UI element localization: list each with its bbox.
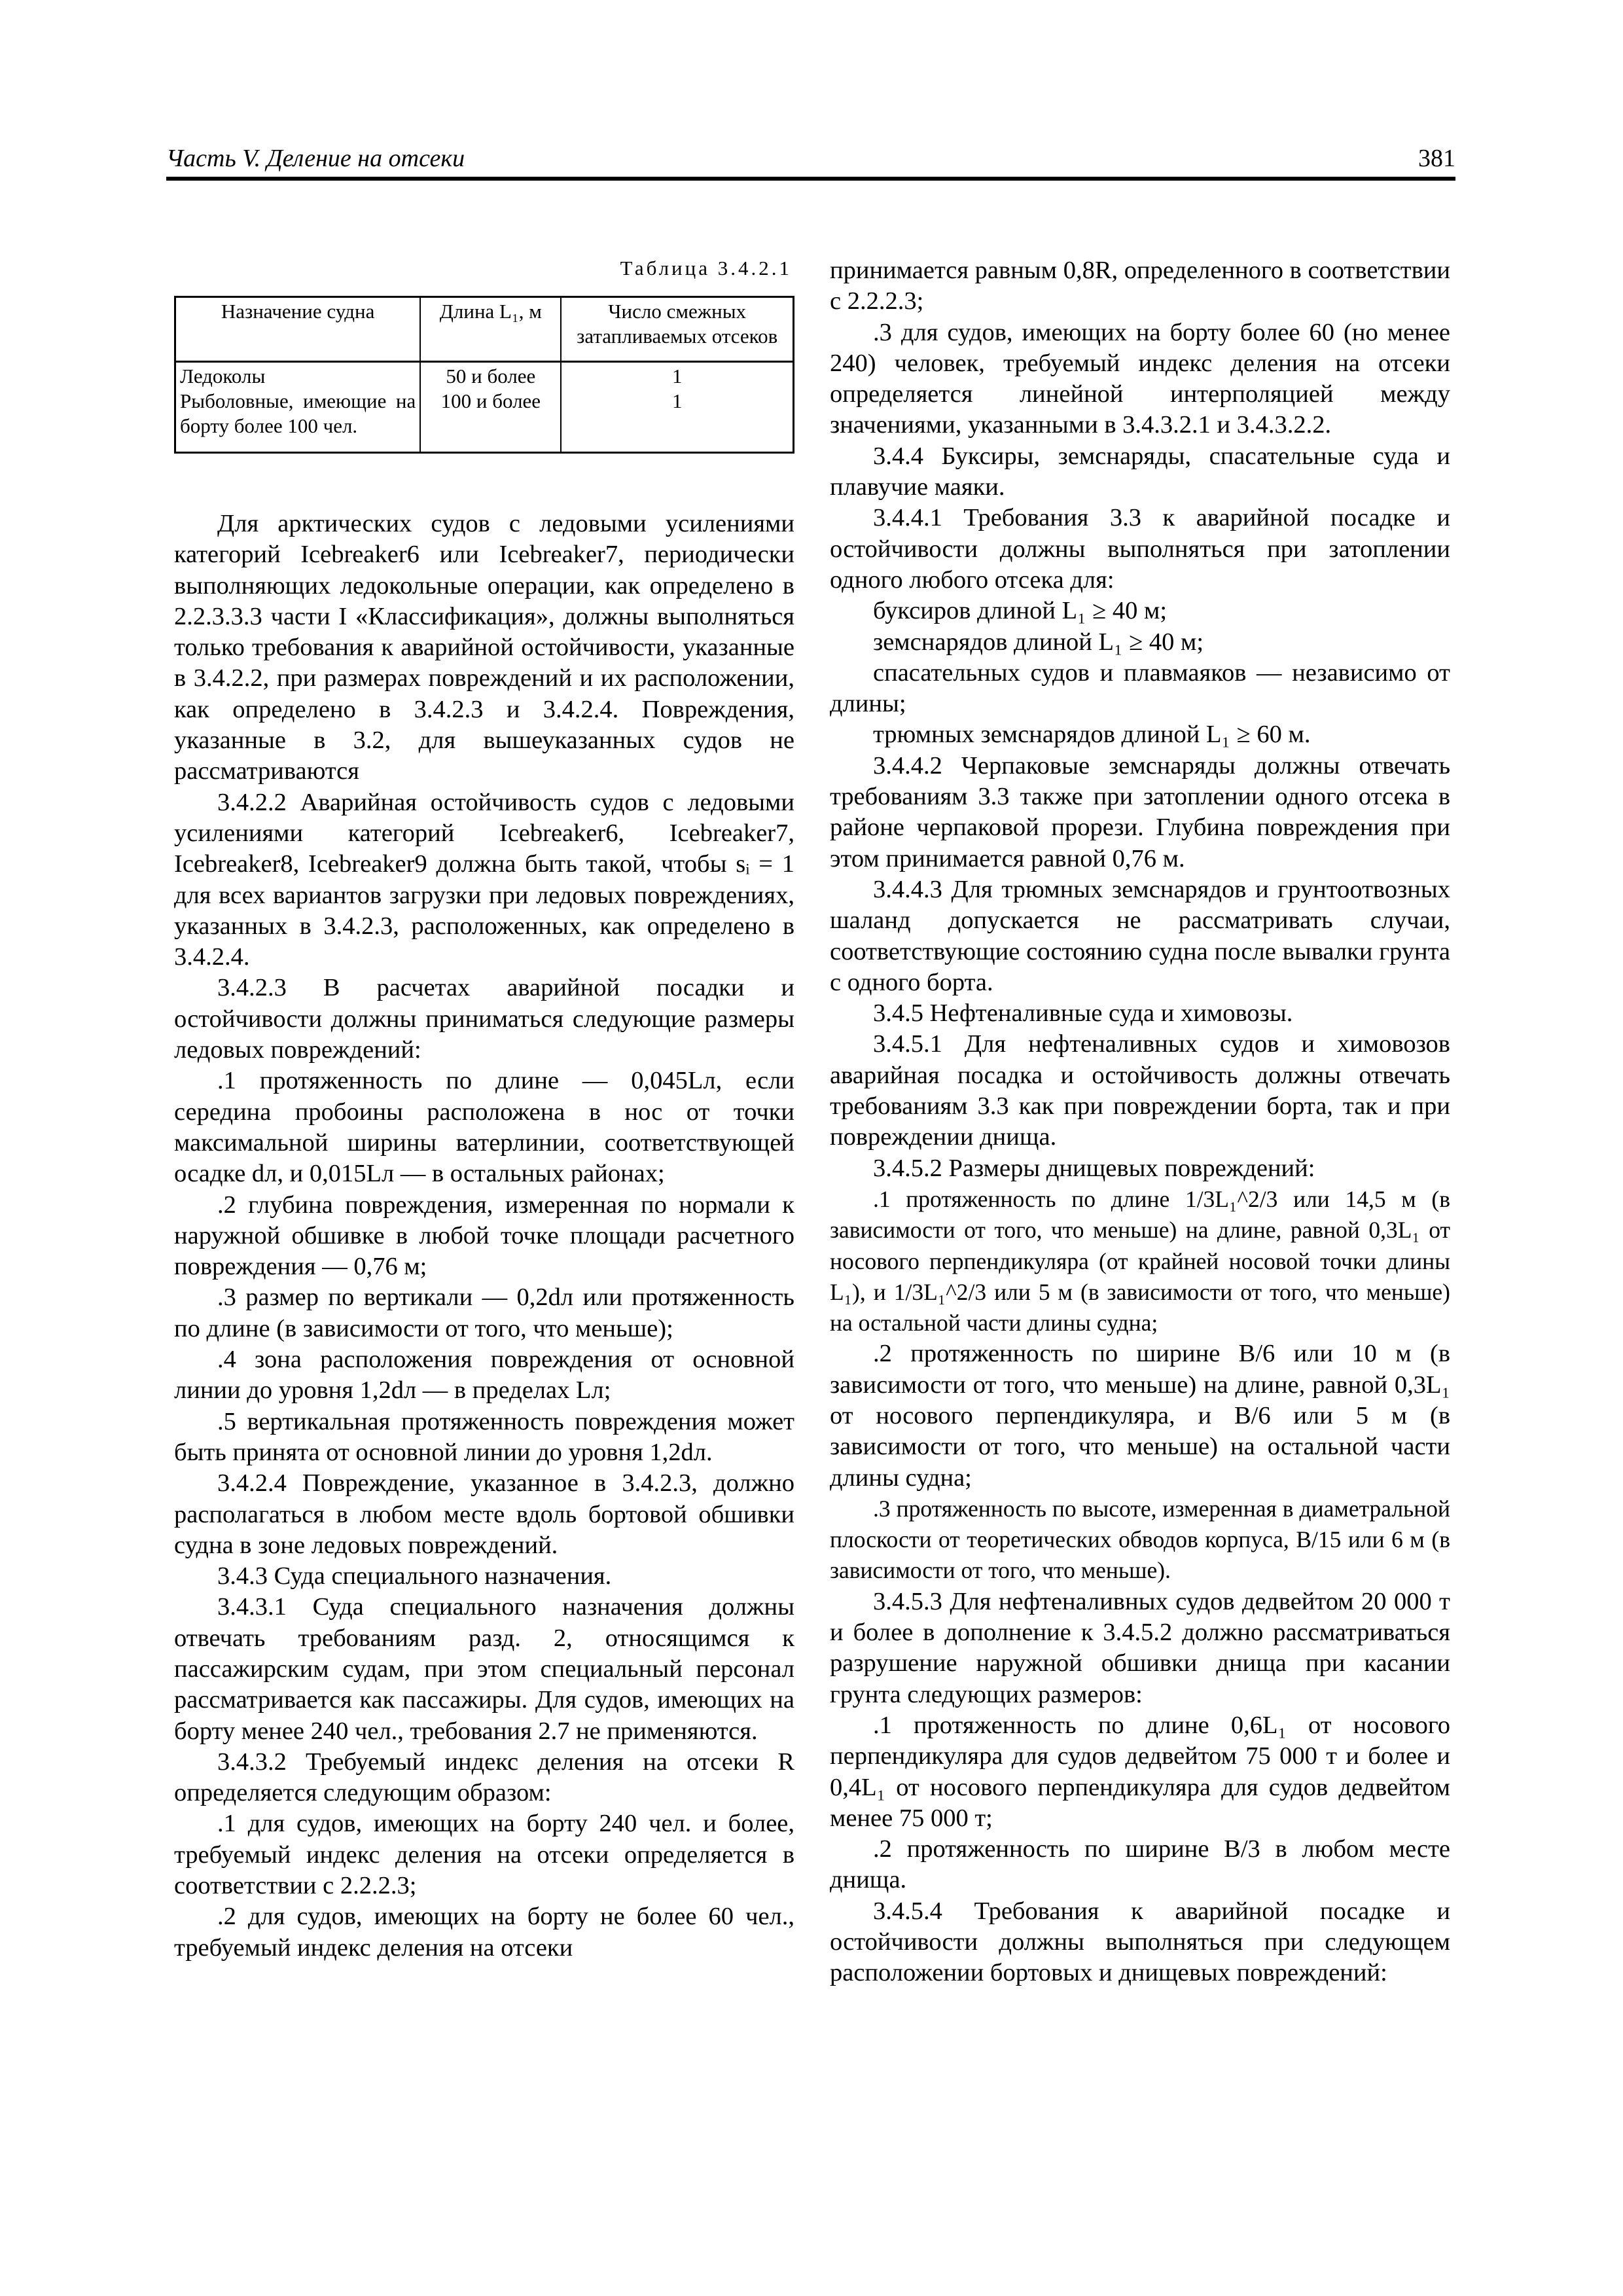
paragraph: принимается равным 0,8R, определенного в соответствии с 2.2.2.3;	[830, 257, 1450, 315]
table-header-cell: Назначение судна	[175, 297, 421, 362]
table-cell: 100 и более	[440, 389, 541, 412]
list-item: .3 для судов, имеющих на борту более 60 (но менее 240) человек, требуемый индекс деления на отсеки определяется линейной интерполяцией между значениями, указанными в 3.4.3.2.1 и 3.4.3.2.2.	[830, 318, 1450, 439]
left-column	[174, 255, 794, 1964]
list-item: .1 протяженность по длине 0,6L₁ от носового перпендикуляра для судов дедвейтом 75 000 т и более и 0,4L₁ от носового перпендикуляра для судов дедвейтом менее 75 000 т;	[830, 1711, 1450, 1832]
paragraph: Для арктических судов с ледовыми усилениями категорий Icebreaker6 или Icebreaker7, периодически выполняющих ледокольные операции, как определено в 2.2.3.3.3 части I «Классификация», должны выполняться только требования к аварийной остойчивости, указанные в 3.4.2.2, при размерах повреждений и их расположении, как определено в 3.4.2.3 и 3.4.2.4. Повреждения, указанные в 3.2, для вышеуказанных судов не рассматриваются	[174, 510, 794, 785]
list-item: .3 размер по вертикали — 0,2dл или протяженность по длине (в зависимости от того, что меньше);	[174, 1283, 794, 1342]
table-cell: 50 и более	[446, 365, 536, 387]
table-3-4-2-1	[174, 296, 794, 454]
list-item: трюмных земснарядов длиной L₁ ≥ 60 м.	[873, 721, 1311, 749]
list-item: .2 для судов, имеющих на борту не более 60 чел., требуемый индекс деления на отсеки	[174, 1903, 794, 1962]
section-heading: 3.4.3 Суда специального назначения.	[217, 1562, 612, 1590]
list-item: буксиров длиной L₁ ≥ 40 м;	[873, 597, 1168, 625]
table-cell-purpose	[175, 362, 421, 453]
paragraph: 3.4.4.1 Требования 3.3 к аварийной посадке и остойчивости должны выполняться при затоплении одного любого отсека для:	[830, 504, 1450, 594]
list-item: .1 протяженность по длине — 0,045Lл, если середина пробоины расположена в нос от точки максимальной ширины ватерлинии, соответствующей осадке dл, и 0,015Lл — в остальных районах;	[174, 1067, 794, 1188]
paragraph: 3.4.3.1 Суда специального назначения должны отвечать требованиям разд. 2, относящимся к пассажирским судам, при этом специальный персонал рассматривается как пассажиры. Для судов, имеющих на борту менее 240 чел., требования 2.7 не применяются.	[174, 1593, 794, 1745]
paragraph: 3.4.5.1 Для нефтеналивных судов и химовозов аварийная посадка и остойчивость должны отвечать требованиям 3.3 как при повреждении борта, так и при повреждении днища.	[830, 1030, 1450, 1151]
list-item: .4 зона расположения повреждения от основной линии до уровня 1,2dл — в пределах Lл;	[174, 1346, 794, 1405]
table-caption: Таблица 3.4.2.1	[620, 257, 792, 279]
table-cell: Ледоколы	[180, 365, 266, 387]
paragraph: 3.4.4.2 Черпаковые земснаряды должны отвечать требованиям 3.3 также при затоплении одного отсека в районе черпаковой прорези. Глубина повреждения при этом принимается равной 0,76 м.	[830, 751, 1450, 872]
paragraph: 3.4.3.2 Требуемый индекс деления на отсеки R определяется следующим образом:	[174, 1748, 794, 1807]
list-item: .2 протяженность по ширине B/6 или 10 м (в зависимости от того, что меньше) на длине, равной 0,3L₁ от носового перпендикуляра, и B/6 или 5 м (в зависимости от того, что меньше) на остальной части длины судна;	[830, 1340, 1450, 1492]
paragraph: 3.4.5.2 Размеры днищевых повреждений:	[873, 1154, 1315, 1182]
left-text	[174, 509, 794, 1964]
list-item: земснарядов длиной L₁ ≥ 40 м;	[873, 628, 1204, 656]
header-title: Часть V. Деление на отсеки	[166, 145, 465, 172]
paragraph: 3.4.4.3 Для трюмных земснарядов и грунтоотвозных шаланд допускается не рассматривать случаи, соответствующие состоянию судна после вывалки грунта с одного борта.	[830, 875, 1450, 996]
list-item: .5 вертикальная протяженность повреждения может быть принята от основной линии до уровня 1,2dл.	[174, 1407, 794, 1466]
running-header	[166, 143, 1455, 181]
table-header-row	[175, 297, 794, 362]
table-cell-compartments	[561, 362, 793, 453]
table-header-cell: Число смежных затапливаемых отсеков	[561, 297, 793, 362]
paragraph: 3.4.2.2 Аварийная остойчивость судов с ледовыми усилениями категорий Icebreaker6, Icebreaker7, Icebreaker8, Icebreaker9 должна быть такой, чтобы sᵢ = 1 для всех вариантов загрузки при ледовых повреждениях, указанных в 3.4.2.3, расположенных, как определено в 3.4.2.4.	[174, 788, 794, 971]
section-heading: 3.4.5 Нефтеналивные суда и химовозы.	[873, 999, 1293, 1028]
table-cell-length	[420, 362, 561, 453]
table-cell: 1	[671, 365, 683, 387]
right-column	[830, 255, 1450, 1989]
list-item: спасательных судов и плавмаяков — независимо от длины;	[830, 658, 1450, 718]
page-number: 381	[1418, 145, 1455, 172]
table-cell: 1	[671, 389, 683, 412]
table-row	[175, 362, 794, 453]
list-item: .2 глубина повреждения, измеренная по нормали к наружной обшивке в любой точке площади расчетного повреждения — 0,76 м;	[174, 1191, 794, 1281]
list-item: .3 протяженность по высоте, измеренная в диаметральной плоскости от теоретических обводов корпуса, B/15 или 6 м (в зависимости от того, что меньше).	[830, 1495, 1450, 1584]
list-item: .1 протяженность по длине 1/3L₁^2/3 или 14,5 м (в зависимости от того, что меньше) на длине, равной 0,3L₁ от носового перпендикуляра (от крайней носовой точки длины L₁), и 1/3L₁^2/3 или 5 м (в зависимости от того, что меньше) на остальной части длины судна;	[830, 1185, 1450, 1336]
paragraph: 3.4.2.3 В расчетах аварийной посадки и остойчивости должны приниматься следующие размеры ледовых повреждений:	[174, 974, 794, 1064]
table-header-cell: Длина L₁, м	[420, 297, 561, 362]
paragraph: 3.4.5.3 Для нефтеналивных судов дедвейтом 20 000 т и более в дополнение к 3.4.5.2 должно рассматриваться разрушение наружной обшивки днища при касании грунта следующих размеров:	[830, 1587, 1450, 1708]
list-item: .1 для судов, имеющих на борту 240 чел. и более, требуемый индекс деления на отсеки определяется в соответствии с 2.2.2.3;	[174, 1810, 794, 1900]
paragraph: 3.4.2.4 Повреждение, указанное в 3.4.2.3, должно располагаться в любом месте вдоль бортовой обшивки судна в зоне ледовых повреждений.	[174, 1469, 794, 1559]
table-cell: Рыболовные, имеющие на борту более 100 чел.	[180, 389, 416, 437]
section-heading: 3.4.4 Буксиры, земснаряды, спасательные суда и плавучие маяки.	[830, 442, 1450, 501]
list-item: .2 протяженность по ширине B/3 в любом месте днища.	[830, 1835, 1450, 1894]
paragraph: 3.4.5.4 Требования к аварийной посадке и остойчивости должны выполняться при следующем расположении бортовых и днищевых повреждений:	[830, 1897, 1450, 1987]
